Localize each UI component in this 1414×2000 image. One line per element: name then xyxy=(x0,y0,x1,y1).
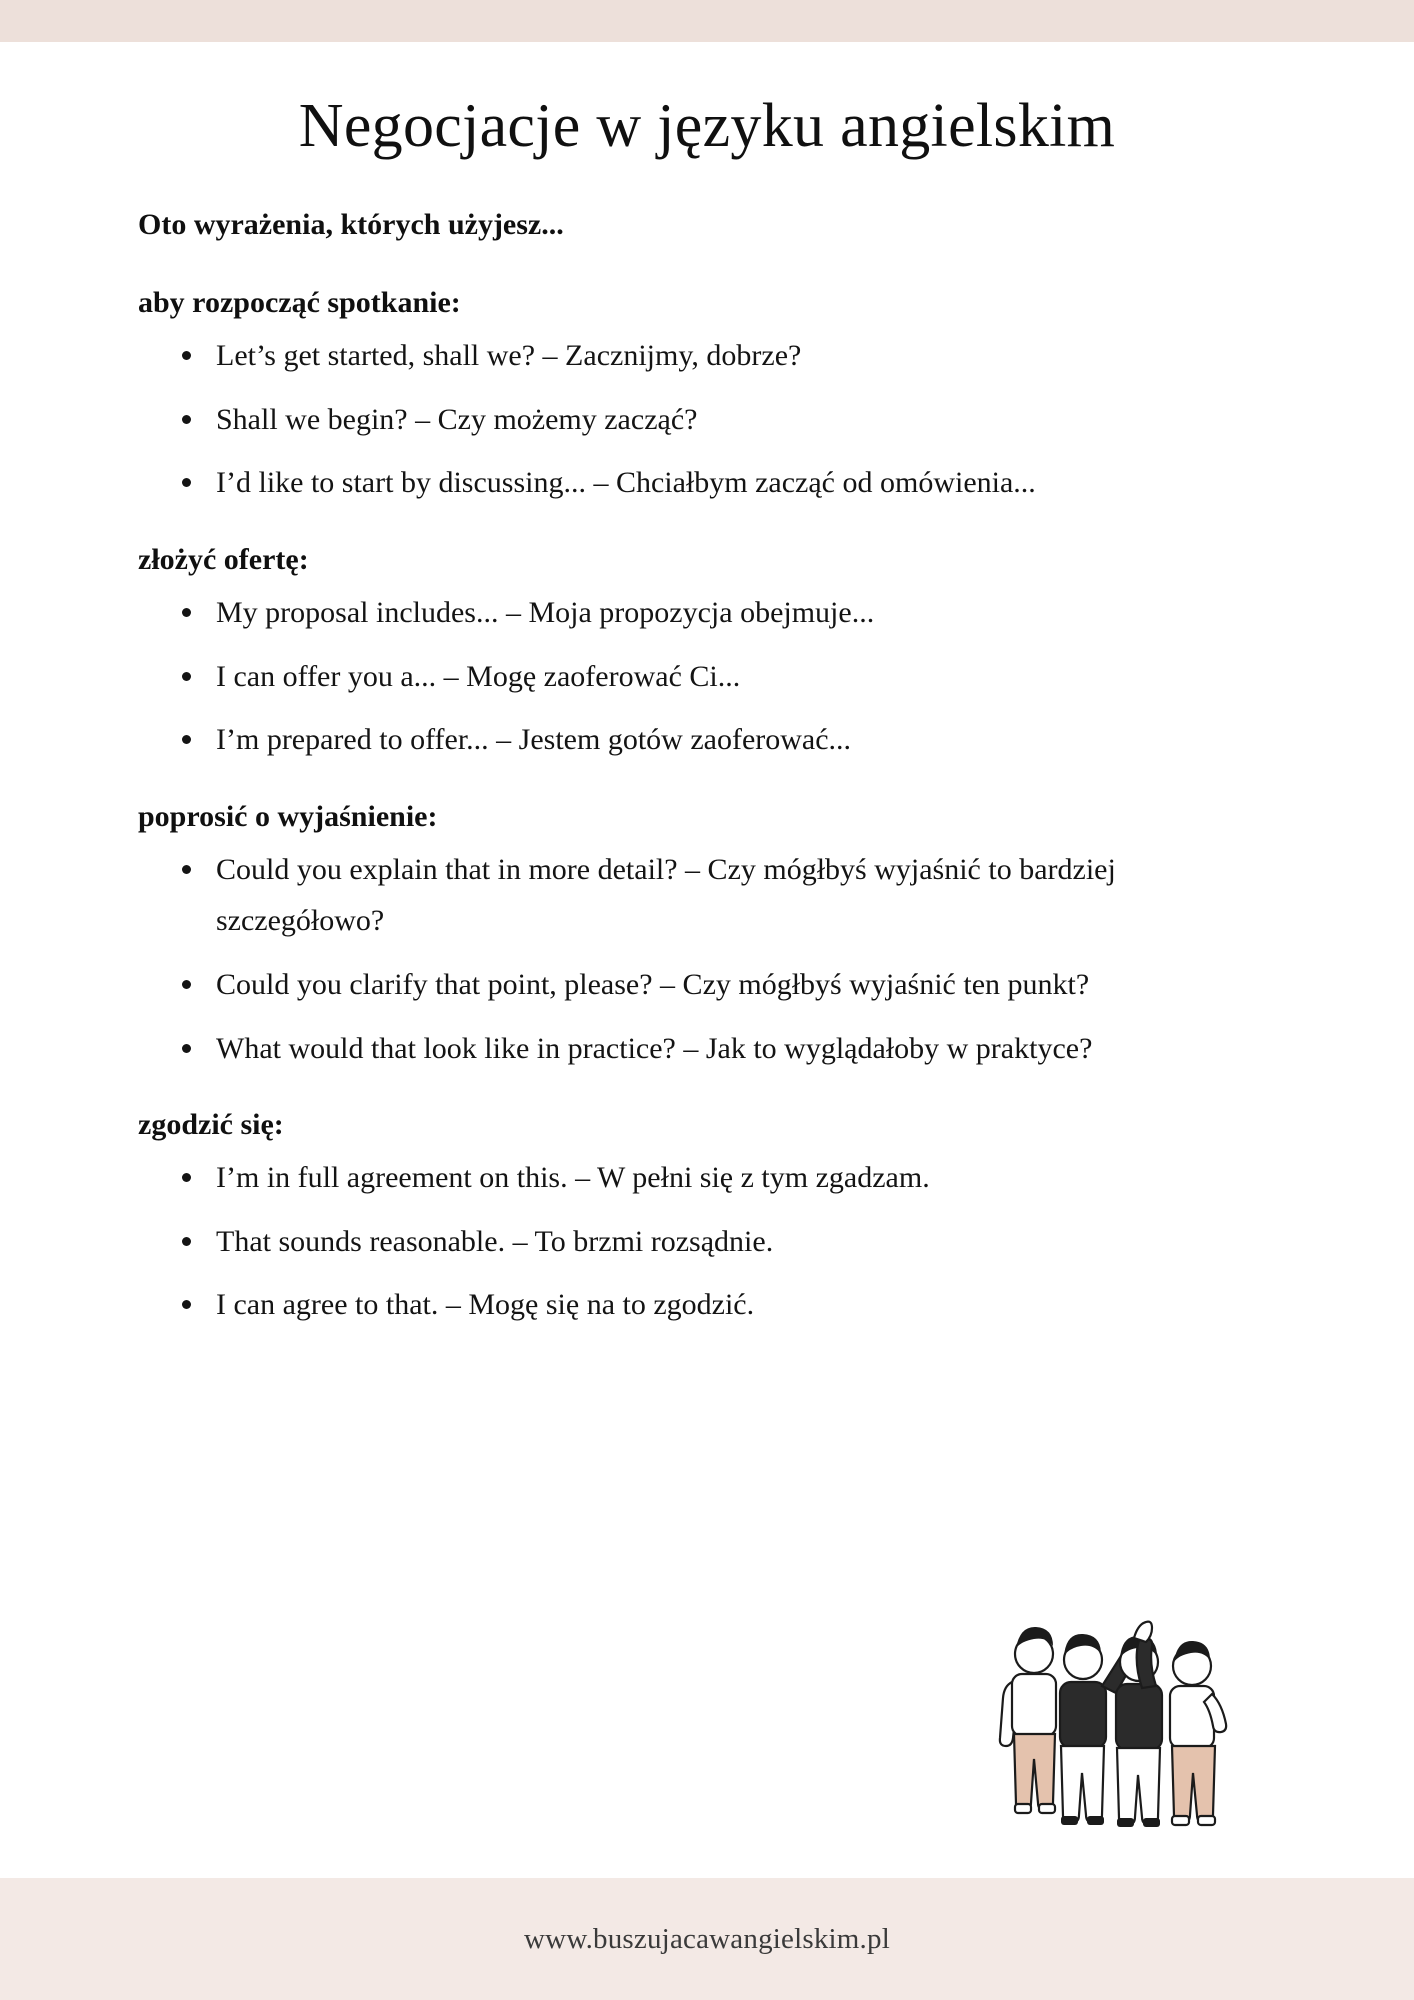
section-start-meeting xyxy=(138,286,1282,509)
phrase-list xyxy=(138,587,1282,766)
list-item: I can offer you a... – Mogę zaoferować Ci... xyxy=(174,651,1282,703)
intro-text: Oto wyrażenia, których użyjesz... xyxy=(138,208,564,242)
footer-website: www.buszujacawangielskim.pl xyxy=(524,1922,890,1955)
list-item: Let’s get started, shall we? – Zacznijmy, dobrze? xyxy=(174,330,1282,382)
list-item: That sounds reasonable. – To brzmi rozsądnie. xyxy=(174,1216,1282,1268)
document-content xyxy=(0,208,1414,1331)
people-high-five-illustration xyxy=(990,1574,1290,1834)
section-heading: aby rozpocząć spotkanie: xyxy=(138,286,461,320)
list-item: Shall we begin? – Czy możemy zacząć? xyxy=(174,394,1282,446)
section-heading: poprosić o wyjaśnienie: xyxy=(138,799,438,833)
section-make-offer xyxy=(138,543,1282,766)
section-heading: zgodzić się: xyxy=(138,1108,284,1142)
section-ask-clarification xyxy=(138,800,1282,1074)
phrase-list xyxy=(138,844,1282,1074)
list-item: What would that look like in practice? – Jak to wyglądałoby w praktyce? xyxy=(174,1023,1282,1075)
list-item: Could you explain that in more detail? – Czy mógłbyś wyjaśnić to bardziej szczegółowo? xyxy=(174,844,1282,947)
document-page xyxy=(0,42,1414,1878)
page-title: Negocjacje w języku angielskim xyxy=(298,92,1116,160)
phrase-list xyxy=(138,330,1282,509)
list-item: My proposal includes... – Moja propozycja obejmuje... xyxy=(174,587,1282,639)
phrase-list xyxy=(138,1152,1282,1331)
list-item: I’d like to start by discussing... – Chciałbym zacząć od omówienia... xyxy=(174,457,1282,509)
list-item: I’m prepared to offer... – Jestem gotów zaoferować... xyxy=(174,714,1282,766)
list-item: I can agree to that. – Mogę się na to zgodzić. xyxy=(174,1279,1282,1331)
section-heading: złożyć ofertę: xyxy=(138,542,309,576)
list-item: Could you clarify that point, please? – Czy mógłbyś wyjaśnić ten punkt? xyxy=(174,959,1282,1011)
top-decorative-band xyxy=(0,0,1414,42)
list-item: I’m in full agreement on this. – W pełni się z tym zgadzam. xyxy=(174,1152,1282,1204)
section-agree xyxy=(138,1108,1282,1331)
